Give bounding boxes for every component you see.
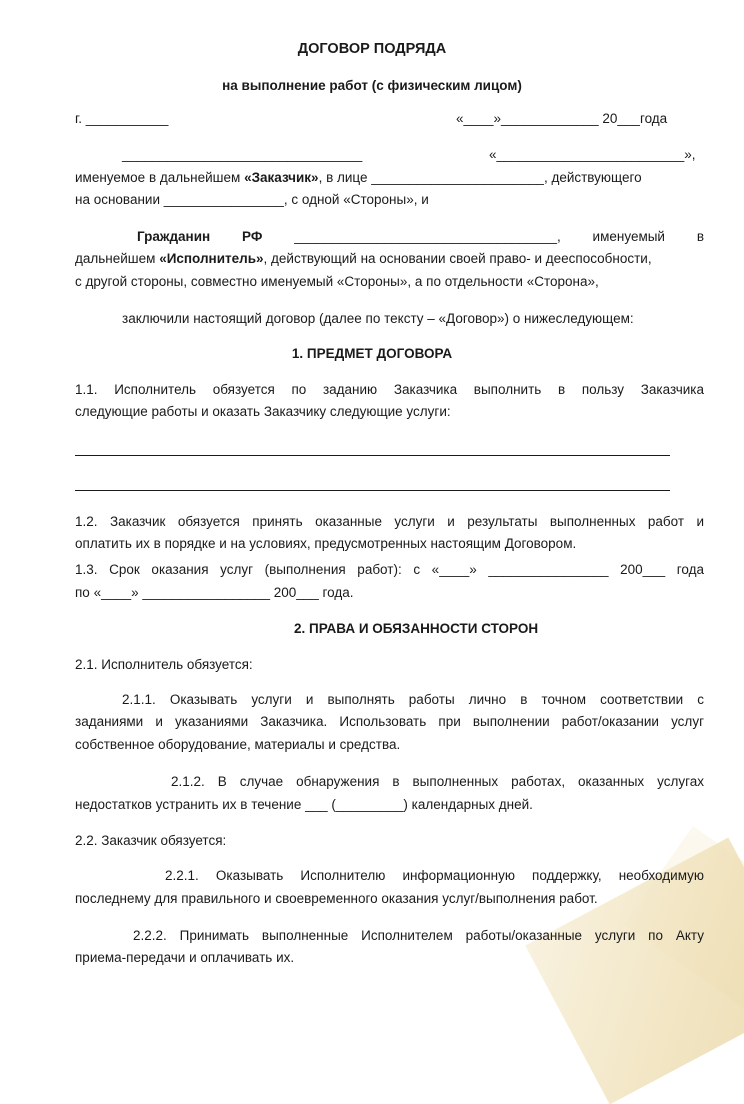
p2-1-2-line-1: 2.1.2. В случае обнаружения в выполненных работах, оказанных услугах — [171, 774, 704, 789]
customer-referred-prefix: именуемое в дальнейшем — [75, 170, 241, 185]
customer-name-blank: ________________________________ — [122, 147, 363, 162]
section-1-heading: 1. ПРЕДМЕТ ДОГОВОРА — [291, 346, 453, 361]
contractor-referred-name: «Исполнитель» — [159, 251, 264, 266]
p2-1-1-line-2: заданиями и указаниями Заказчика. Использовать при выполнении работ/оказании услуг — [75, 714, 704, 729]
customer-referred-line — [75, 169, 704, 187]
blank-line-1 — [75, 455, 670, 456]
city-field: г. ___________ — [75, 111, 169, 126]
p2-2-1-line-2: последнему для правильного и своевременного оказания услуг/выполнения работ. — [75, 891, 598, 906]
p1-3-line-2: по «____» _________________ 200___ года. — [75, 585, 354, 600]
section-2-heading: 2. ПРАВА И ОБЯЗАННОСТИ СТОРОН — [294, 621, 539, 636]
concluded-line: заключили настоящий договор (далее по тексту – «Договор») о нижеследующем: — [122, 311, 634, 326]
p1-2-line-1: 1.2. Заказчик обязуется принять оказанные услуги и результаты выполненных работ и — [75, 514, 704, 529]
p2-2-2-line-2: приема-передачи и оплачивать их. — [75, 950, 295, 965]
customer-date-blank: «_________________________», — [489, 147, 696, 162]
customer-basis-line: на основании ________________, с одной «Стороны», и — [75, 192, 429, 207]
document-subtitle: на выполнение работ (с физическим лицом) — [222, 78, 522, 93]
contract-date-field: «____»_____________ 20___года — [456, 111, 668, 126]
p2-2-1-line-1: 2.2.1. Оказывать Исполнителю информационную поддержку, необходимую — [165, 868, 704, 883]
p1-2-line-2: оплатить их в порядке и на условиях, предусмотренных настоящим Договором. — [75, 536, 577, 551]
contractor-name-blank: ___________________________________, именуемый в — [294, 229, 704, 244]
contractor-line2-suffix: , действующий на основании своей право- и дееспособности, — [263, 251, 652, 266]
p1-3-line-1: 1.3. Срок оказания услуг (выполнения работ): с «____» ________________ 200___ года — [75, 562, 704, 577]
customer-referred-name: «Заказчик» — [244, 170, 319, 185]
contractor-line-3: с другой стороны, совместно именуемый «Стороны», а по отдельности «Сторона», — [75, 274, 599, 289]
blank-line-2 — [75, 490, 670, 491]
contractor-label: Гражданин РФ — [137, 229, 263, 244]
p2-1-1-line-3: собственное оборудование, материалы и средства. — [75, 737, 401, 752]
p1-1-line-2: следующие работы и оказать Заказчику следующие услуги: — [75, 404, 451, 419]
p1-1-line-1: 1.1. Исполнитель обязуется по заданию Заказчика выполнить в пользу Заказчика — [75, 382, 704, 397]
p2-1: 2.1. Исполнитель обязуется: — [75, 657, 253, 672]
p2-2: 2.2. Заказчик обязуется: — [75, 833, 227, 848]
contractor-line2-prefix: дальнейшем — [75, 251, 156, 266]
contractor-line-2 — [75, 250, 704, 268]
document-title: ДОГОВОР ПОДРЯДА — [297, 41, 447, 57]
customer-referred-suffix: , в лице _______________________, действующего — [318, 170, 642, 185]
p2-1-2-line-2: недостатков устранить их в течение ___ (_________) календарных дней. — [75, 797, 533, 812]
p2-2-2-line-1: 2.2.2. Принимать выполненные Исполнителем работы/оказанные услуги по Акту — [133, 928, 704, 943]
contractor-line-1 — [137, 228, 704, 246]
p2-1-1-line-1: 2.1.1. Оказывать услуги и выполнять работы лично в точном соответствии с — [122, 692, 704, 707]
